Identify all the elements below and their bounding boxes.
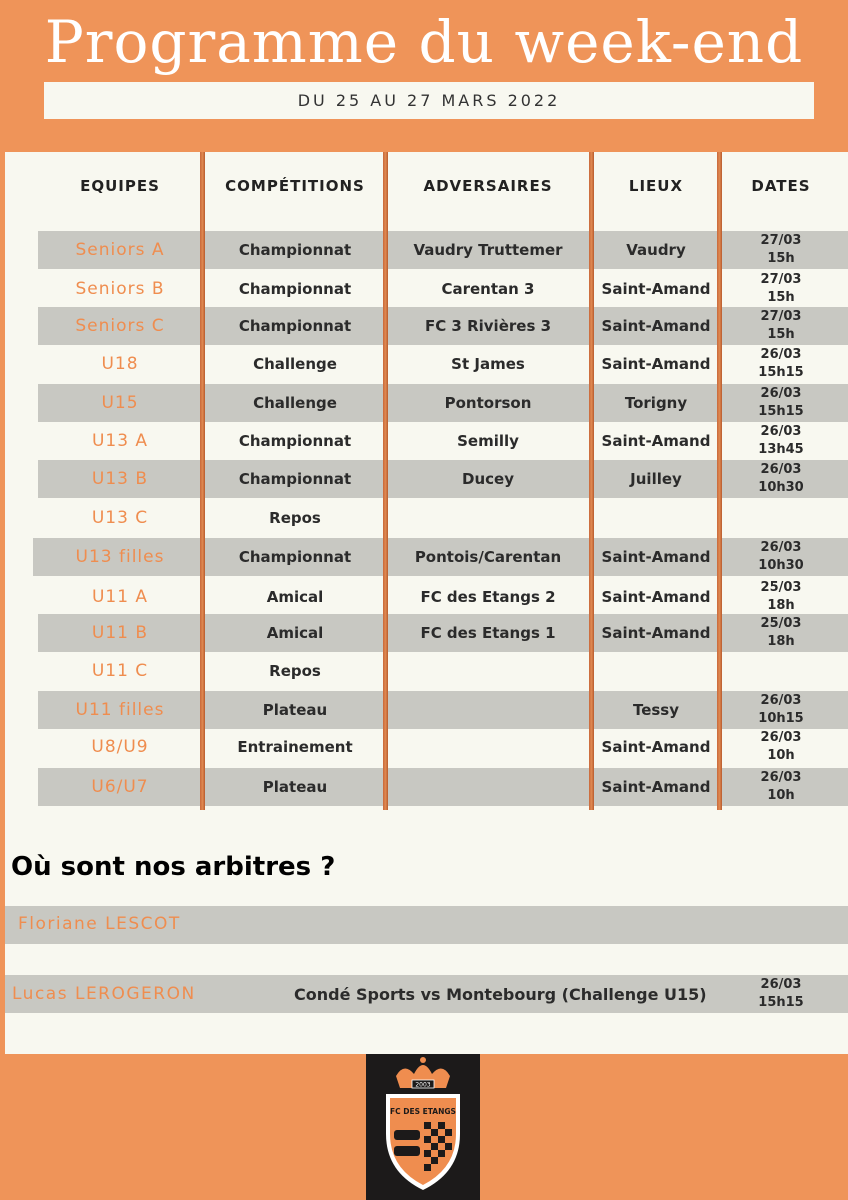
club-crest <box>366 1054 480 1200</box>
competition-cell: Repos <box>269 508 321 527</box>
column-divider <box>589 152 594 810</box>
date-cell <box>722 769 840 805</box>
date-time: 15h <box>767 290 795 305</box>
opponent-cell: Pontorson <box>444 393 532 412</box>
referee-match: Condé Sports vs Montebourg (Challenge U15) <box>294 985 707 1004</box>
venue-cell: Saint-Amand <box>601 279 711 298</box>
date-time: 10h <box>767 748 795 763</box>
competition-cell: Challenge <box>253 354 337 373</box>
date-day: 26/03 <box>760 770 802 785</box>
column-divider <box>717 152 722 810</box>
header-venues: LIEUX <box>628 177 684 195</box>
competition-cell: Entrainement <box>237 737 353 756</box>
opponent-cell: Ducey <box>462 469 514 488</box>
venue-cell: Saint-Amand <box>601 431 711 450</box>
competition-cell: Championnat <box>238 547 352 566</box>
page-title: Programme du week-end <box>44 8 804 76</box>
date-day: 27/03 <box>760 309 802 324</box>
date-day: 25/03 <box>760 580 802 595</box>
header-competitions: COMPÉTITIONS <box>225 177 365 195</box>
date-cell <box>722 385 840 421</box>
team-cell: U13 C <box>91 507 149 528</box>
opponent-cell: Pontois/Carentan <box>414 547 562 566</box>
date-cell <box>722 346 840 382</box>
date-cell <box>722 308 840 344</box>
venue-cell: Saint-Amand <box>601 354 711 373</box>
date-day: 25/03 <box>760 616 802 631</box>
venue-cell: Saint-Amand <box>601 737 711 756</box>
venue-cell: Saint-Amand <box>601 777 711 796</box>
venue-cell: Juilley <box>630 469 682 488</box>
venue-cell: Saint-Amand <box>601 587 711 606</box>
column-divider <box>200 152 205 810</box>
date-banner: DU 25 AU 27 MARS 2022 <box>44 82 814 119</box>
crest-shield-icon <box>366 1054 480 1200</box>
date-day: 26/03 <box>760 386 802 401</box>
venue-cell: Tessy <box>632 700 680 719</box>
date-time: 15h15 <box>758 365 804 380</box>
competition-cell: Amical <box>266 587 324 606</box>
crest-year: 2003 <box>415 1081 431 1089</box>
date-time: 18h <box>767 598 795 613</box>
date-day: 26/03 <box>760 540 802 555</box>
competition-cell: Challenge <box>253 393 337 412</box>
team-cell: U8/U9 <box>91 736 149 757</box>
date-time: 13h45 <box>758 442 804 457</box>
team-cell: U11 C <box>91 660 149 681</box>
date-day: 26/03 <box>760 730 802 745</box>
date-time: 15h <box>767 251 795 266</box>
venue-cell: Vaudry <box>626 240 686 259</box>
date-cell <box>722 579 840 615</box>
date-cell <box>722 423 840 459</box>
team-cell: Seniors B <box>75 278 165 299</box>
venue-cell: Saint-Amand <box>601 623 711 642</box>
team-cell: U11 B <box>91 622 149 643</box>
team-cell: U15 <box>101 392 139 413</box>
date-time: 10h <box>767 788 795 803</box>
competition-cell: Championnat <box>238 279 352 298</box>
competition-cell: Plateau <box>262 777 328 796</box>
date-day: 26/03 <box>760 693 802 708</box>
date-time: 10h30 <box>758 558 804 573</box>
date-time: 10h15 <box>758 711 804 726</box>
competition-cell: Championnat <box>238 469 352 488</box>
date-cell <box>722 232 840 268</box>
date-time: 15h15 <box>758 404 804 419</box>
opponent-cell: FC des Etangs 2 <box>420 587 556 606</box>
venue-cell: Torigny <box>624 393 688 412</box>
referee-date-time: 15h15 <box>758 995 804 1010</box>
crest-name: FC DES ETANGS <box>390 1107 456 1116</box>
team-cell: U18 <box>101 353 139 374</box>
date-day: 26/03 <box>760 424 802 439</box>
date-time: 15h <box>767 327 795 342</box>
referee-date-day: 26/03 <box>760 977 802 992</box>
date-cell <box>722 692 840 728</box>
referee-name: Floriane LESCOT <box>18 914 181 934</box>
opponent-cell: Semilly <box>457 431 519 450</box>
opponent-cell: Vaudry Truttemer <box>413 240 563 259</box>
date-cell <box>722 729 840 765</box>
competition-cell: Championnat <box>238 240 352 259</box>
referee-name: Lucas LEROGERON <box>12 984 196 1004</box>
competition-cell: Championnat <box>238 431 352 450</box>
date-cell <box>722 539 840 575</box>
date-cell <box>722 271 840 307</box>
date-day: 27/03 <box>760 233 802 248</box>
header-opponents: ADVERSAIRES <box>423 177 553 195</box>
opponent-cell: FC des Etangs 1 <box>420 623 556 642</box>
team-cell: U13 filles <box>75 546 165 567</box>
team-cell: U6/U7 <box>91 776 149 797</box>
competition-cell: Championnat <box>238 316 352 335</box>
team-cell: U13 A <box>91 430 149 451</box>
date-day: 27/03 <box>760 272 802 287</box>
date-day: 26/03 <box>760 347 802 362</box>
team-cell: Seniors C <box>75 315 165 336</box>
competition-cell: Amical <box>266 623 324 642</box>
date-day: 26/03 <box>760 462 802 477</box>
date-time: 18h <box>767 634 795 649</box>
header-teams: EQUIPES <box>80 177 160 195</box>
date-cell <box>722 615 840 651</box>
venue-cell: Saint-Amand <box>601 316 711 335</box>
opponent-cell: FC 3 Rivières 3 <box>424 316 552 335</box>
header-dates: DATES <box>751 177 811 195</box>
date-cell <box>722 461 840 497</box>
team-cell: Seniors A <box>75 239 165 260</box>
column-divider <box>383 152 388 810</box>
opponent-cell: St James <box>451 354 525 373</box>
team-cell: U11 A <box>91 586 149 607</box>
competition-cell: Repos <box>269 661 321 680</box>
ref-section-title: Où sont nos arbitres ? <box>11 852 336 882</box>
date-time: 10h30 <box>758 480 804 495</box>
referee-date <box>722 976 840 1012</box>
venue-cell: Saint-Amand <box>601 547 711 566</box>
opponent-cell: Carentan 3 <box>441 279 535 298</box>
competition-cell: Plateau <box>262 700 328 719</box>
team-cell: U13 B <box>91 468 149 489</box>
team-cell: U11 filles <box>75 699 165 720</box>
